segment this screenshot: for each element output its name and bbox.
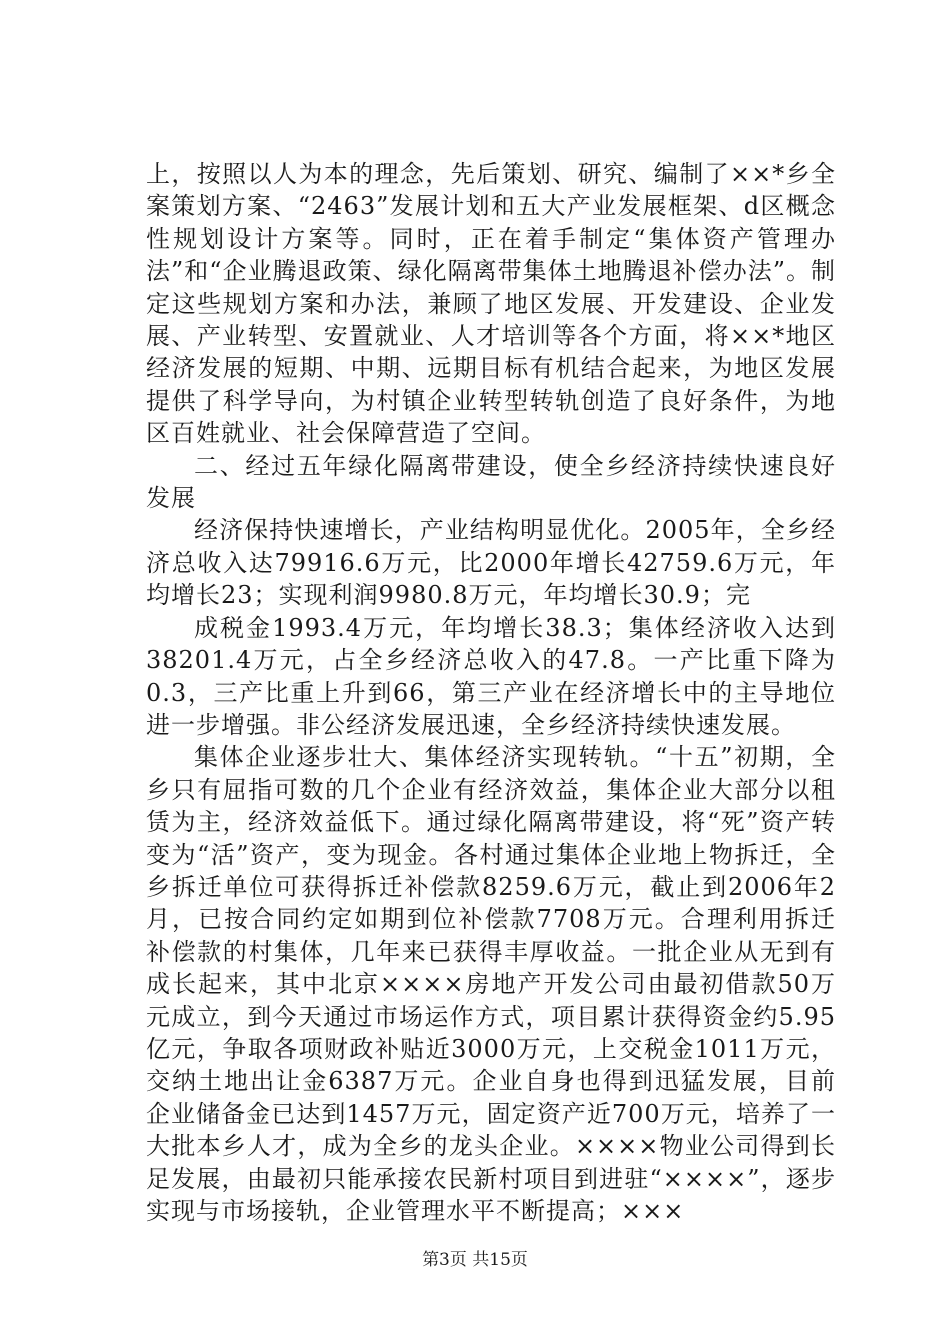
page-number-footer: 第3页 共15页 <box>422 1250 528 1270</box>
paragraph-2: 经济保持快速增长，产业结构明显优化。2005年，全乡经济总收入达79916.6万元，比2000年增长42759.6万元，年均增长23；实现利润9980.8万元，年均增长30.9；完 <box>146 516 836 610</box>
paragraph-3: 成税金1993.4万元，年均增长38.3；集体经济收入达到38201.4万元，占全乡经济总收入的47.8。一产比重下降为0.3，三产比重上升到66，第三产业在经济增长中的主导地位进一步增强。非公经济发展迅速，全乡经济持续快速发展。 <box>146 613 836 739</box>
paragraph-1: 上，按照以人为本的理念，先后策划、研究、编制了××*乡全案策划方案、“2463”发展计划和五大产业发展框架、d区概念性规划设计方案等。同时，正在着手制定“集体资产管理办法”和“企业腾退政策、绿化隔离带集体土地腾退补偿办法”。制定这些规划方案和办法，兼顾了地区发展、开发建设、企业发展、产业转型、安置就业、人才培训等各个方面，将××*地区经济发展的短期、中期、远期目标有机结合起来，为地区发展提供了科学导向，为村镇企业转型转轨创造了良好条件，为地区百姓就业、社会保障营造了空间。 <box>146 160 836 448</box>
document-body <box>146 158 836 1227</box>
section-heading: 二、经过五年绿化隔离带建设，使全乡经济持续快速良好发展 <box>146 451 836 513</box>
paragraph-4: 集体企业逐步壮大、集体经济实现转轨。“十五”初期，全乡只有屈指可数的几个企业有经济效益，集体企业大部分以租赁为主，经济效益低下。通过绿化隔离带建设，将“死”资产转变为“活”资产，变为现金。各村通过集体企业地上物拆迁，全乡拆迁单位可获得拆迁补偿款8259.6万元，截止到2006年2月，已按合同约定如期到位补偿款7708万元。合理利用拆迁补偿款的村集体，几年来已获得丰厚收益。一批企业从无到有成长起来，其中北京××××房地产开发公司由最初借款50万元成立，到今天通过市场运作方式，项目累计获得资金约5.95亿元，争取各项财政补贴近3000万元，上交税金1011万元，交纳土地出让金6387万元。企业自身也得到迅猛发展，目前企业储备金已达到1457万元，固定资产近700万元，培养了一大批本乡人才，成为全乡的龙头企业。××××物业公司得到长足发展，由最初只能承接农民新村项目到进驻“××××”，逐步实现与市场接轨，企业管理水平不断提高；××× <box>146 743 836 1225</box>
